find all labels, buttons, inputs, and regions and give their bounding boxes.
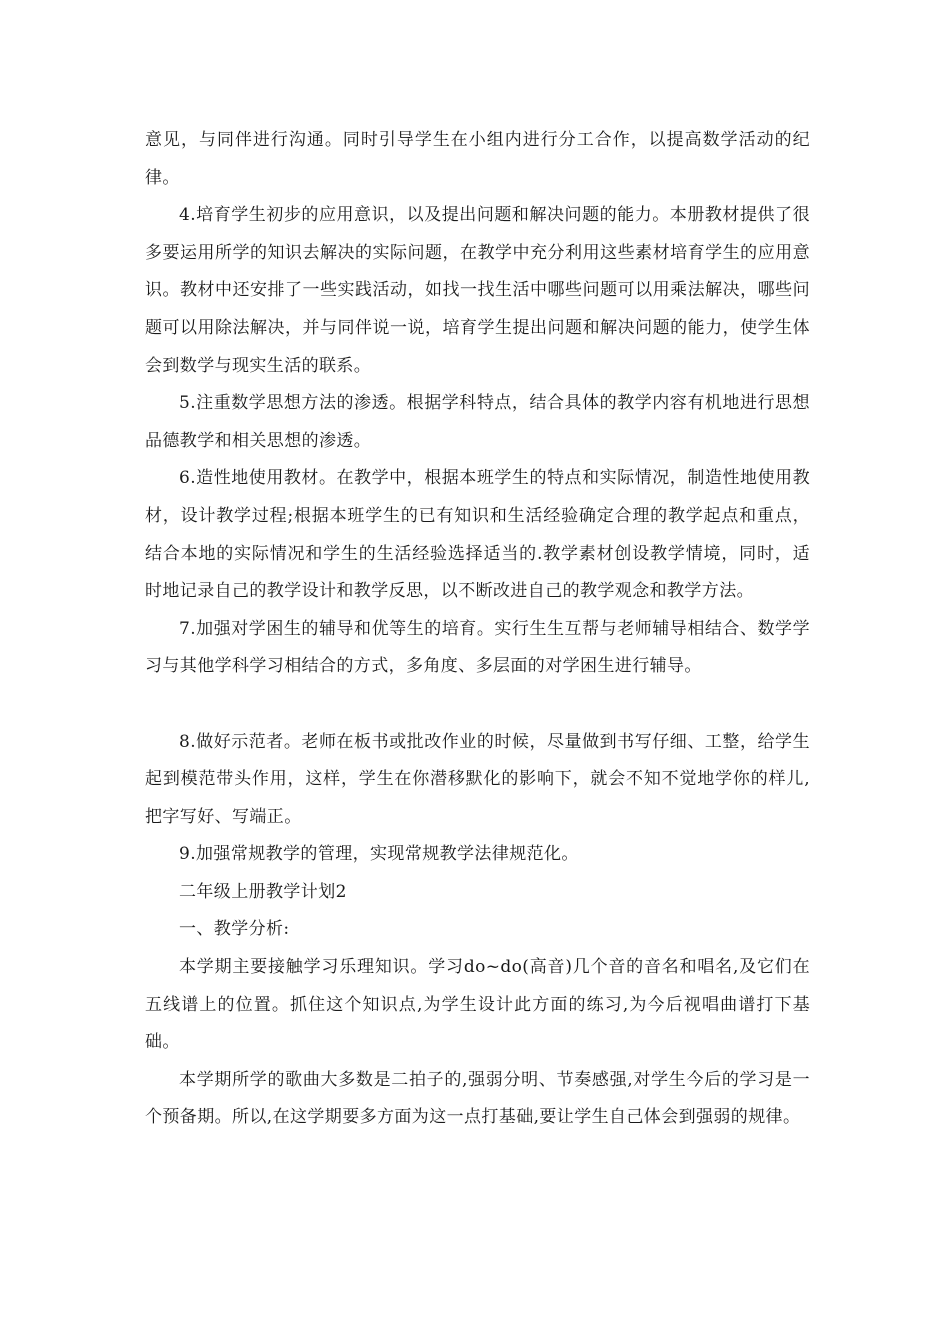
paragraph-continuation: 意见，与同伴进行沟通。同时引导学生在小组内进行分工合作，以提高数学活动的纪律。 [145, 130, 810, 188]
blank-line [145, 686, 810, 724]
paragraph-item-5: 5.注重数学思想方法的渗透。根据学科特点，结合具体的教学内容有机地进行思想品德教学和相关思想的渗透。 [145, 393, 810, 451]
paragraph-item-9: 9.加强常规教学的管理，实现常规教学法律规范化。 [179, 844, 579, 865]
section-heading: 二年级上册教学计划2 [179, 881, 347, 902]
paragraph-analysis-1: 本学期主要接触学习乐理知识。学习do~do(高音)几个音的音名和唱名,及它们在五线谱上的位置。抓住这个知识点,为学生设计此方面的练习,为今后视唱曲谱打下基础。 [145, 957, 810, 1053]
paragraph-item-8: 8.做好示范者。老师在板书或批改作业的时候，尽量做到书写仔细、工整，给学生起到模范带头作用，这样，学生在你潜移默化的影响下，就会不知不觉地学你的样儿,把字写好、写端正。 [145, 731, 810, 827]
paragraph-item-6: 6.造性地使用教材。在教学中，根据本班学生的特点和实际情况，制造性地使用教材，设计教学过程;根据本班学生的已有知识和生活经验确定合理的教学起点和重点，结合本地的实际情况和学生的生活经验选择适当的.教学素材创设教学情境，同时，适时地记录自己的教学设计和教学反思，以不断改进自己的教学观念和教学方法。 [145, 468, 810, 602]
paragraph-item-4: 4.培育学生初步的应用意识，以及提出问题和解决问题的能力。本册教材提供了很多要运用所学的知识去解决的实际问题，在教学中充分利用这些素材培育学生的应用意识。教材中还安排了一些实践活动，如找一找生活中哪些问题可以用乘法解决，哪些问题可以用除法解决，并与同伴说一说，培育学生提出问题和解决问题的能力，使学生体会到数学与现实生活的联系。 [145, 205, 810, 376]
document-page [145, 122, 810, 1137]
paragraph-analysis-2: 本学期所学的歌曲大多数是二拍子的,强弱分明、节奏感强,对学生今后的学习是一个预备期。所以,在这学期要多方面为这一点打基础,要让学生自己体会到强弱的规律。 [145, 1069, 810, 1128]
paragraph-item-7: 7.加强对学困生的辅导和优等生的培育。实行生生互帮与老师辅导相结合、数学学习与其他学科学习相结合的方式，多角度、多层面的对学困生进行辅导。 [145, 618, 810, 677]
subsection-heading: 一、教学分析: [179, 919, 290, 940]
